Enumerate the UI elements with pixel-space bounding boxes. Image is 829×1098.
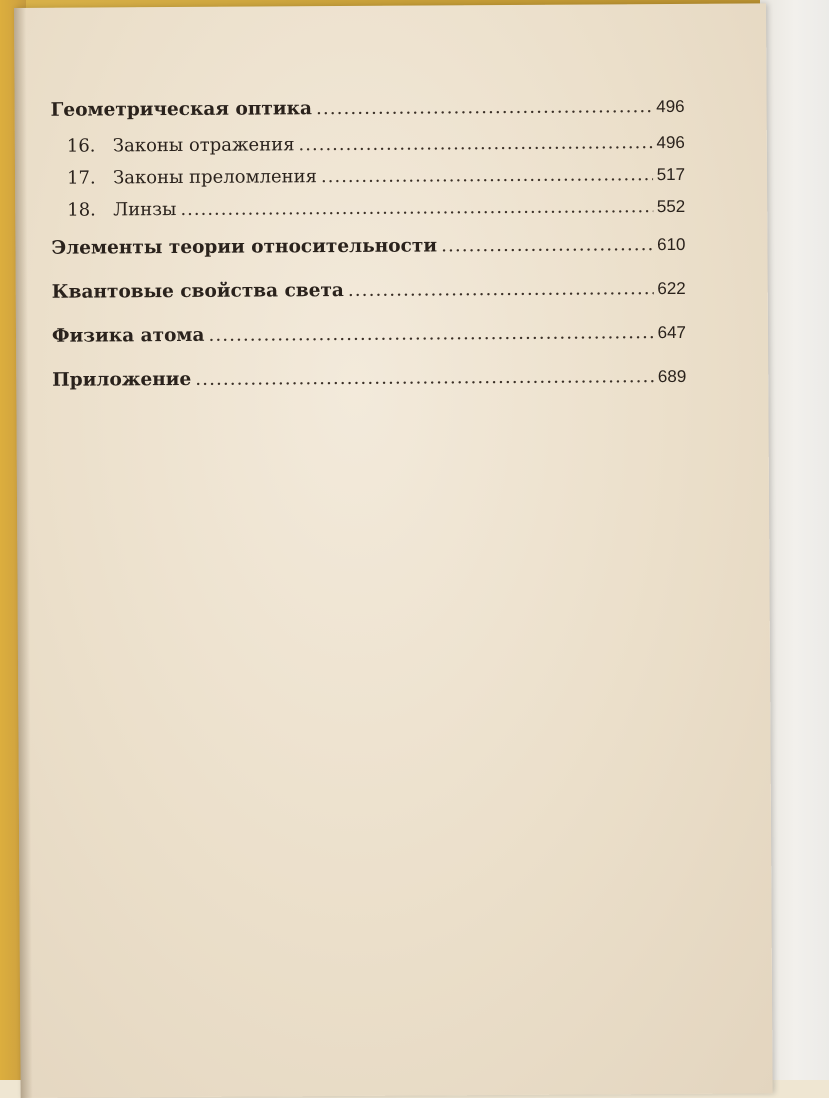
toc-entry-quantum-light xyxy=(52,278,686,304)
toc-entry-page: 610 xyxy=(657,234,686,255)
toc-entry-geometric-optics xyxy=(51,96,685,122)
dot-leader xyxy=(298,132,652,156)
toc-entry-title: Геометрическая оптика xyxy=(50,98,312,121)
toc-entry-title: Приложение xyxy=(52,368,192,391)
dot-leader xyxy=(208,322,653,347)
toc-entry-chapter-16 xyxy=(51,132,685,158)
toc-entry-page: 622 xyxy=(657,278,686,299)
dot-leader xyxy=(180,196,653,221)
dot-leader xyxy=(195,366,654,391)
toc-entry-title: Законы отражения xyxy=(112,134,295,157)
toc-entry-number: 17. xyxy=(66,167,96,189)
toc-entry-page: 496 xyxy=(656,132,685,153)
toc-entry-page: 689 xyxy=(657,366,687,387)
toc-entry-page: 517 xyxy=(656,164,686,185)
dot-leader xyxy=(441,234,653,257)
toc-entry-title: Линзы xyxy=(113,199,177,221)
dot-leader xyxy=(316,96,652,120)
toc-entry-number: 18. xyxy=(67,199,96,221)
dot-leader xyxy=(321,164,653,188)
book-page xyxy=(14,3,773,1098)
dot-leader xyxy=(348,278,654,302)
toc-entry-title: Квантовые свойства света xyxy=(51,279,344,303)
toc-entry-title: Физика атома xyxy=(51,324,205,347)
toc-entry-chapter-18 xyxy=(51,196,685,222)
toc-entry-page: 552 xyxy=(656,196,686,217)
toc-entry-chapter-17 xyxy=(51,164,685,190)
toc-entry-atomic-physics xyxy=(52,322,686,348)
toc-entry-number: 16. xyxy=(66,135,96,157)
toc-entry-appendix xyxy=(52,366,686,392)
toc-entry-relativity xyxy=(51,234,685,260)
table-of-contents xyxy=(51,96,687,392)
toc-entry-title: Законы преломления xyxy=(112,166,318,189)
toc-entry-title: Элементы теории относительности xyxy=(51,235,438,259)
toc-entry-page: 647 xyxy=(657,322,687,343)
toc-entry-page: 496 xyxy=(656,96,685,117)
